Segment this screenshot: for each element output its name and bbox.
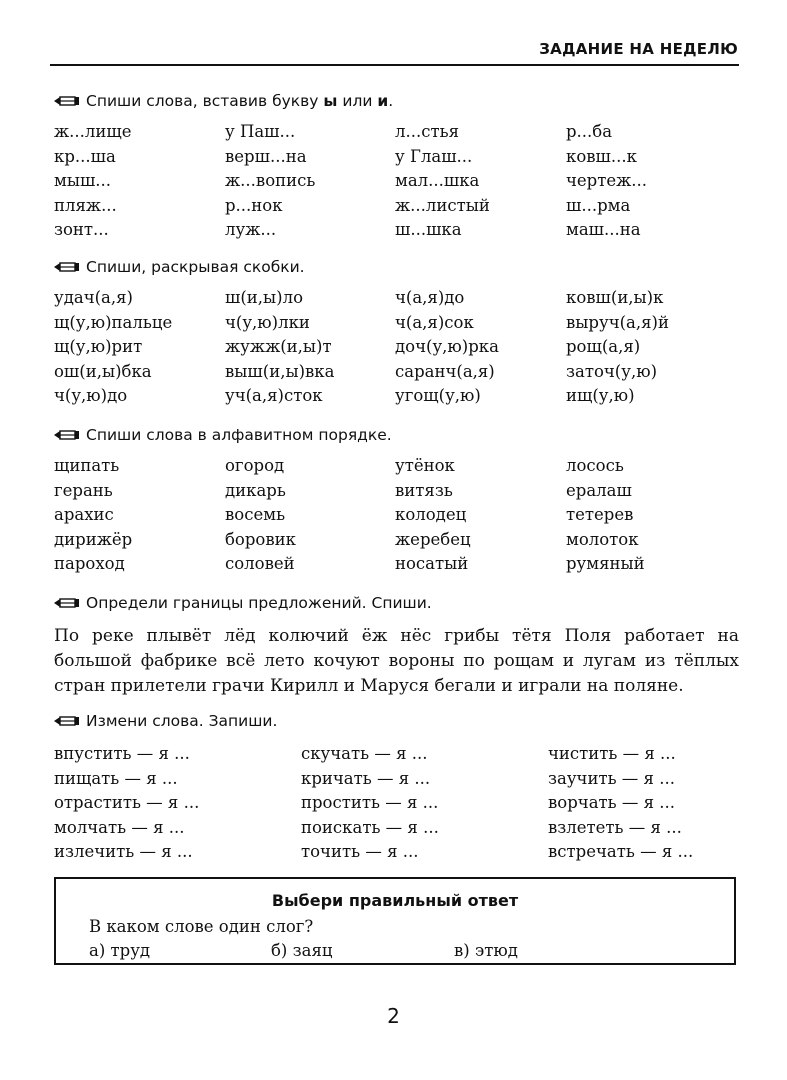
table-row: впустить — я ... скучать — я ... чистить — я ... bbox=[54, 744, 676, 763]
answer-box-title: Выбери правильный ответ bbox=[271, 891, 519, 910]
task2-word-grid bbox=[54, 286, 726, 409]
table-row: пляж... р...нок ж...листый ш...рма bbox=[54, 195, 631, 215]
table-row: ч(у,ю)до уч(а,я)сток угощ(у,ю) ищ(у,ю) bbox=[54, 386, 635, 406]
table-row: ж...лище у Паш... л...стья р...ба bbox=[54, 122, 613, 141]
table-row: мыш... ж...вопись мал...шка чертеж... bbox=[54, 171, 648, 191]
page-number: 2 bbox=[387, 1004, 400, 1028]
pencil-icon bbox=[54, 430, 80, 440]
table-row: дирижёр боровик жеребец молоток bbox=[54, 529, 639, 549]
table-row: щипать огород утёнок лосось bbox=[54, 456, 624, 475]
table-row: удач(а,я) ш(и,ы)ло ч(а,я)до ковш(и,ы)к bbox=[54, 288, 664, 307]
task3-instruction: Спиши слова в алфавитном порядке. bbox=[54, 426, 392, 444]
table-row: молчать — я ... поискать — я ... взлететь — я ... bbox=[54, 817, 682, 837]
table-row: ош(и,ы)бка выш(и,ы)вка саранч(а,я) заточ(у,ю) bbox=[54, 361, 657, 381]
task5-instruction: Измени слова. Запиши. bbox=[54, 712, 277, 730]
table-row: зонт... луж... ш...шка маш...на bbox=[54, 220, 641, 240]
answer-box-question: В каком слове один слог? bbox=[89, 917, 314, 936]
pencil-icon bbox=[54, 96, 80, 106]
header-divider bbox=[50, 64, 739, 66]
table-row: пищать — я ... кричать — я ... заучить — я ... bbox=[54, 768, 675, 788]
task3-word-grid bbox=[54, 454, 726, 577]
pencil-icon bbox=[54, 262, 80, 272]
table-row: герань дикарь витязь ералаш bbox=[54, 480, 632, 500]
task2-instruction: Спиши, раскрывая скобки. bbox=[54, 258, 305, 276]
table-row: пароход соловей носатый румяный bbox=[54, 554, 645, 574]
task5-word-grid bbox=[54, 742, 738, 865]
page-header-title: ЗАДАНИЕ НА НЕДЕЛЮ bbox=[539, 40, 738, 58]
pencil-icon bbox=[54, 598, 80, 608]
answer-option-b: б) заяц bbox=[271, 941, 333, 960]
table-row: кр...ша верш...на у Глаш... ковш...к bbox=[54, 146, 637, 166]
answer-option-c: в) этюд bbox=[454, 941, 518, 960]
pencil-icon bbox=[54, 716, 80, 726]
table-row: отрастить — я ... простить — я ... ворчать — я ... bbox=[54, 793, 676, 813]
answer-option-a: а) труд bbox=[89, 941, 151, 960]
task1-word-grid bbox=[54, 120, 726, 243]
task4-instruction: Определи границы предложений. Спиши. bbox=[54, 594, 432, 612]
task4-paragraph: По реке плывёт лёд колючий ёж нёс грибы тётя Поля работает на большой фабрике всё лето кочуют вороны по рощам и лугам из тёплых стран прилетели грачи Кирилл и Маруся бегали и играли на поляне. bbox=[54, 626, 739, 696]
table-row: щ(у,ю)рит жужж(и,ы)т доч(у,ю)рка рощ(а,я) bbox=[54, 337, 641, 357]
task1-instruction: Спиши слова, вставив букву ы или и . bbox=[54, 92, 393, 110]
table-row: щ(у,ю)пальце ч(у,ю)лки ч(а,я)сок выруч(а,я)й bbox=[54, 312, 669, 332]
table-row: арахис восемь колодец тетерев bbox=[54, 505, 634, 525]
table-row: излечить — я ... точить — я ... встречать — я ... bbox=[54, 842, 694, 862]
answer-box bbox=[54, 877, 736, 965]
